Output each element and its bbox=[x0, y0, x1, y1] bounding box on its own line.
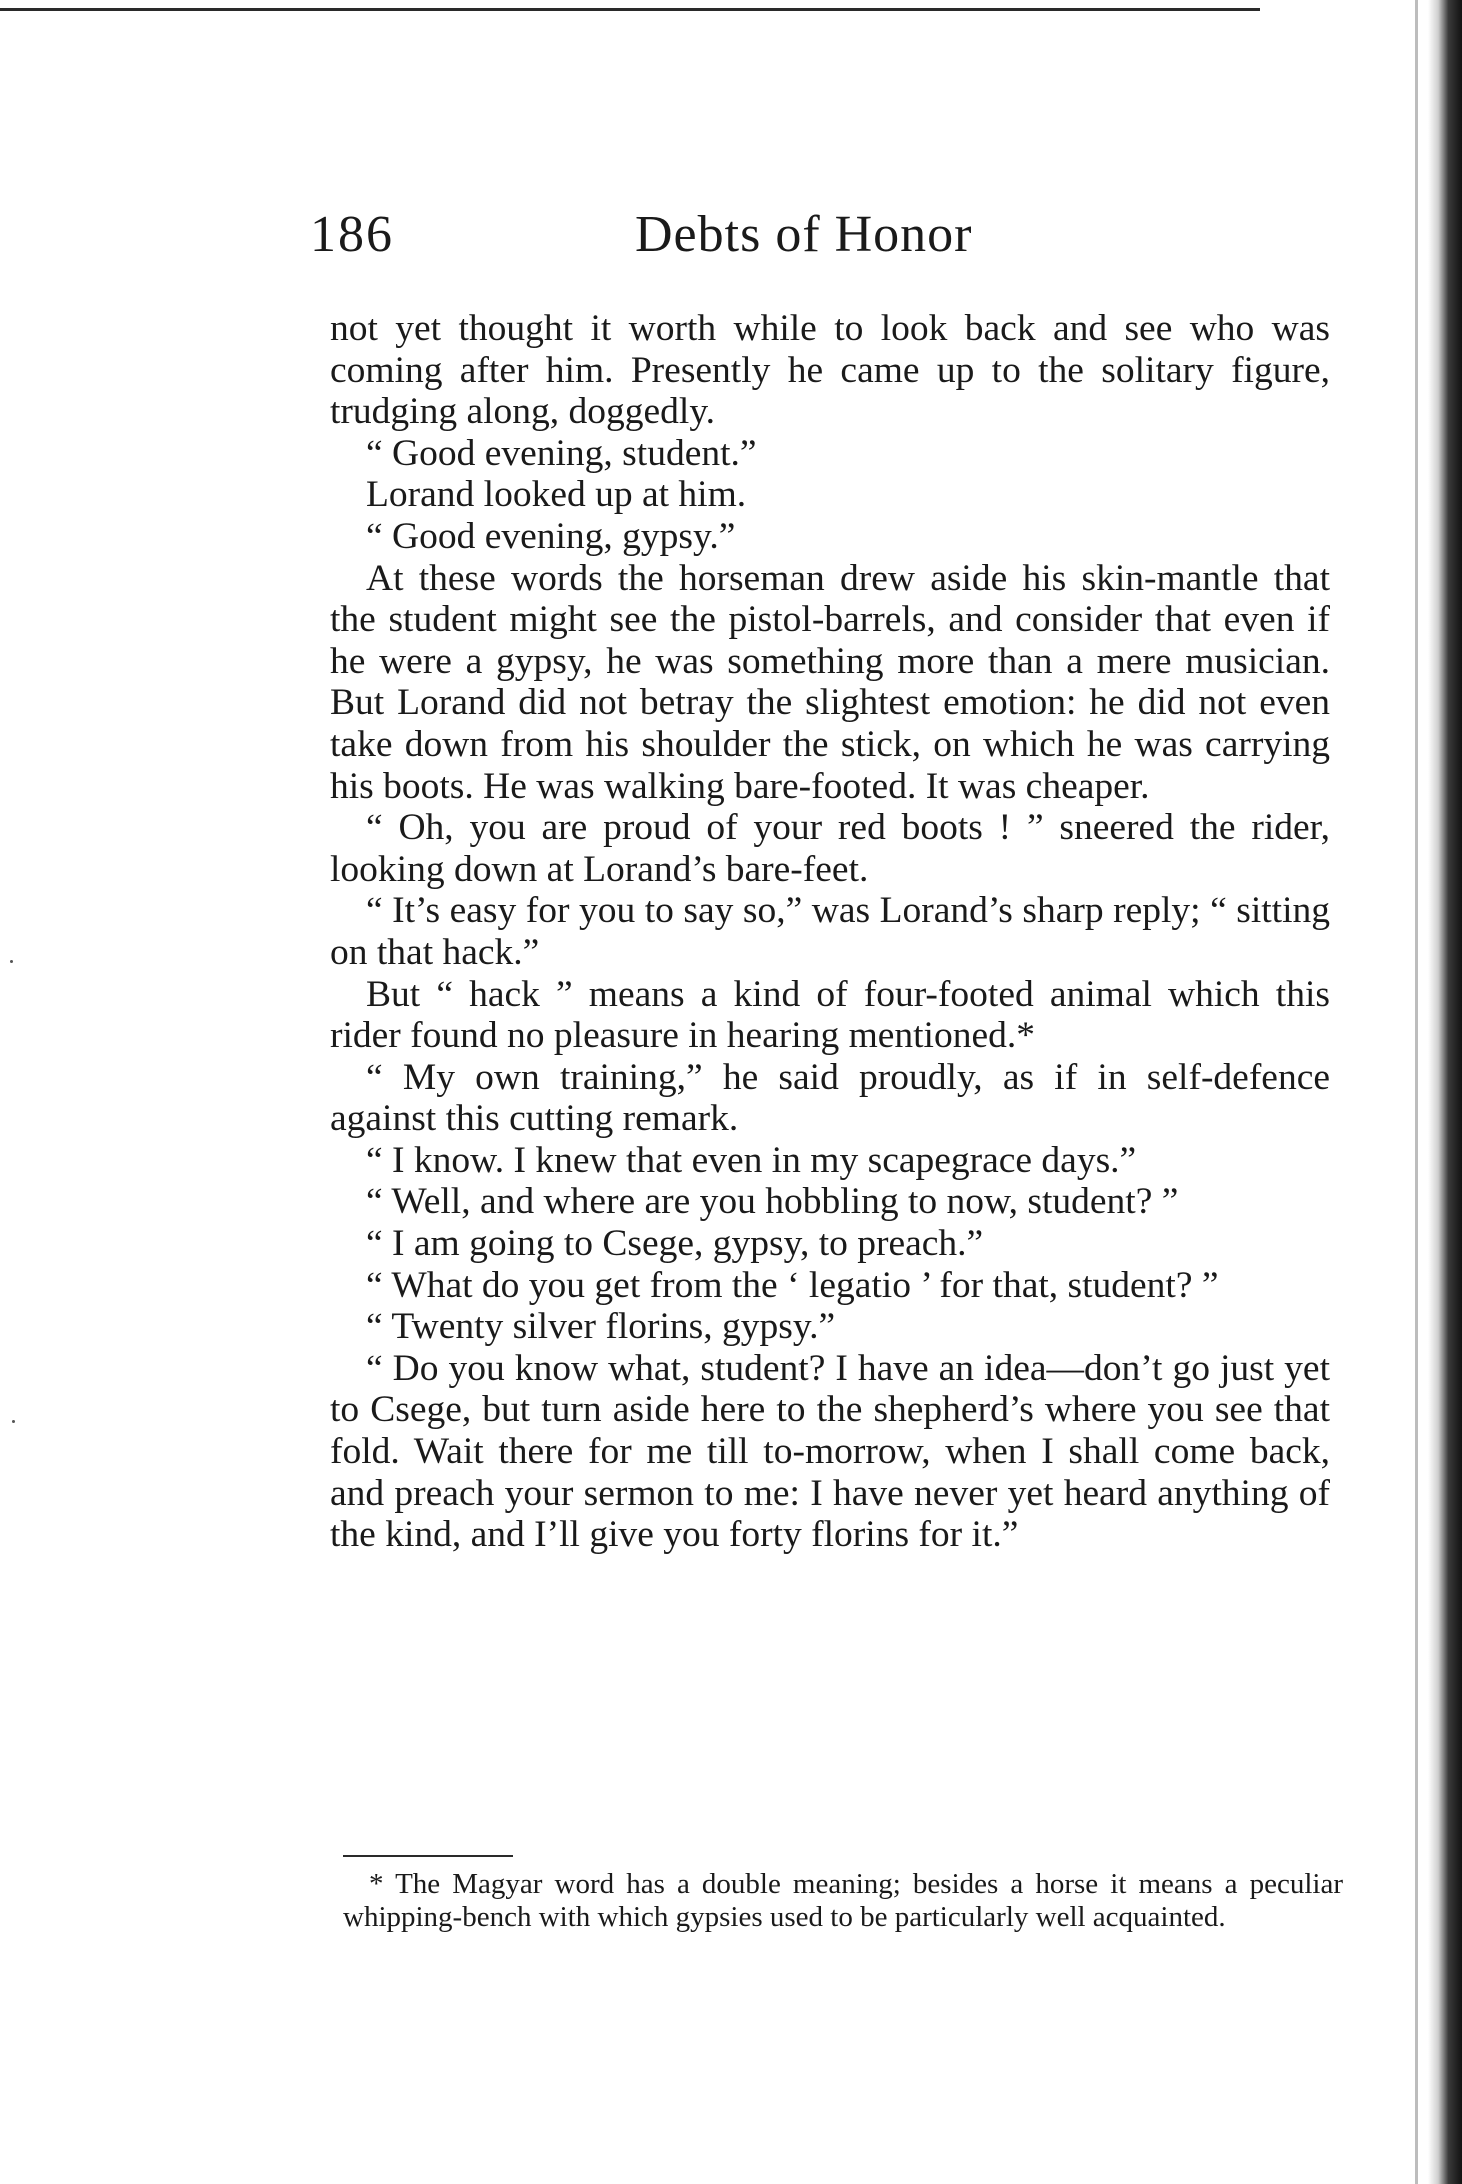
paragraph: “ Good evening, gypsy.” bbox=[366, 515, 736, 557]
top-edge-rule bbox=[0, 8, 1260, 11]
paragraph: not yet thought it worth while to look back and see who was coming after him. Presently he came up to the solitary figure, trudging along, doggedly. bbox=[330, 308, 1330, 433]
paragraph: “ It’s easy for you to say so,” was Lorand’s sharp reply; “ sitting on that hack.” bbox=[330, 890, 1330, 973]
footnote-rule bbox=[343, 1855, 513, 1857]
paragraph: At these words the horseman drew aside his skin-mantle that the student might see the pistol-barrels, and consider that even if he were a gypsy, he was something more than a mere musician. But Lorand did not betray the slightest emotion: he did not even take down from his shoulder the stick, on which he was carrying his boots. He was walking bare-footed. It was cheaper. bbox=[330, 557, 1330, 807]
paragraph: “ Twenty silver florins, gypsy.” bbox=[366, 1306, 836, 1348]
paragraph: “ My own training,” he said proudly, as if in self-defence against this cutting remark. bbox=[330, 1056, 1330, 1140]
paragraph: “ Well, and where are you hobbling to now, student? ” bbox=[366, 1181, 1179, 1223]
paragraph: “ I am going to Csege, gypsy, to preach.” bbox=[366, 1223, 984, 1265]
paragraph: “ I know. I knew that even in my scapegrace days.” bbox=[366, 1139, 1137, 1181]
body-text bbox=[330, 308, 1330, 1556]
paper-speck bbox=[12, 1420, 15, 1423]
page-binding-edge bbox=[1428, 0, 1462, 2184]
paragraph: “ Good evening, student.” bbox=[366, 432, 757, 474]
footnote bbox=[343, 1868, 1343, 1934]
paper-speck bbox=[10, 960, 13, 963]
paragraph: “ Do you know what, student? I have an idea—don’t go just yet to Csege, but turn aside here to the shepherd’s where you see that fold. Wait there for me till to-morrow, when I shall come back, and preach your sermon to me: I have never yet heard anything of the kind, and I’ll give you forty florins for it.” bbox=[330, 1347, 1330, 1556]
footnote-text: * The Magyar word has a double meaning; besides a horse it means a peculiar whipping-bench with which gypsies used to be particularly well acquainted. bbox=[343, 1868, 1343, 1933]
paragraph: “ Oh, you are proud of your red boots ! ” sneered the rider, looking down at Lorand’s bare-feet. bbox=[330, 807, 1330, 890]
page-number: 186 bbox=[310, 206, 394, 263]
page-header bbox=[310, 205, 1350, 275]
running-title: Debts of Honor bbox=[635, 206, 973, 263]
paragraph: “ What do you get from the ‘ legatio ’ for that, student? ” bbox=[366, 1264, 1219, 1306]
paragraph: But “ hack ” means a kind of four-footed animal which this rider found no pleasure in hearing mentioned.* bbox=[330, 973, 1330, 1057]
paragraph: Lorand looked up at him. bbox=[366, 474, 747, 516]
binding-shadow-line bbox=[1415, 0, 1418, 2184]
